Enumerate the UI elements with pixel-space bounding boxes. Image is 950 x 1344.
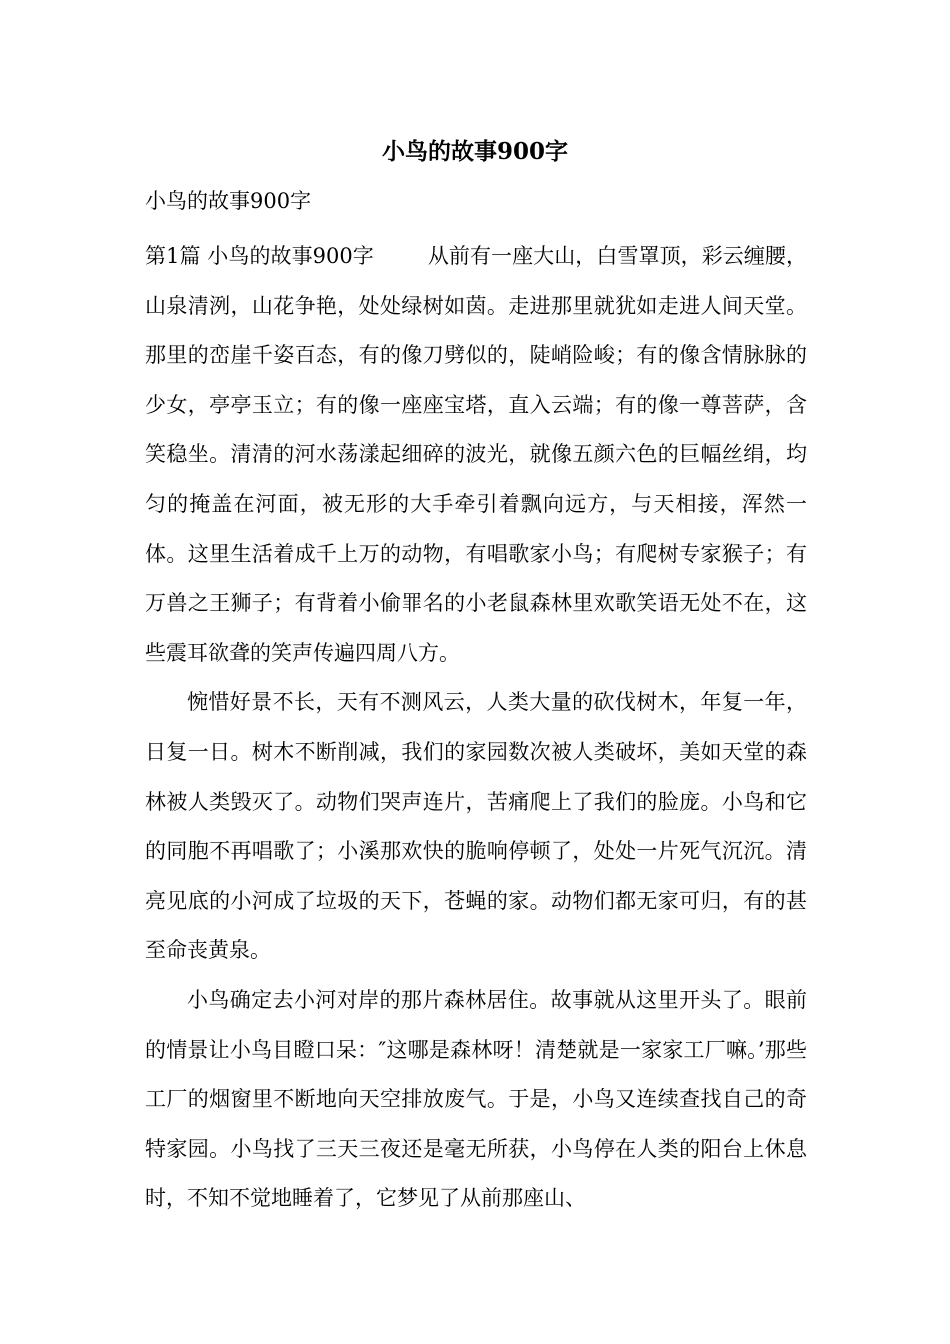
- chapter-label: 第1篇 小鸟的故事900字: [145, 244, 374, 268]
- paragraph-2: 惋惜好景不长，天有不测风云，人类大量的砍伐树木，年复一年，日复一日。树木不断削减，我们的家园数次被人类破坏，美如天堂的森林被人类毁灭了。动物们哭声连片，苦痛爬上了我们的脸庞。小鸟和它的同胞不再唱歌了；小溪那欢快的脆响停顿了，处处一片死气沉沉。清亮见底的小河成了垃圾的天下，苍蝇的家。动物们都无家可归，有的甚至命丧黄泉。: [145, 690, 807, 963]
- document-title: 小鸟的故事900字: [381, 138, 568, 165]
- document-body: [145, 232, 807, 1224]
- paragraph-1-text: 从前有一座大山，白雪罩顶，彩云缠腰，山泉清洌，山花争艳，处处绿树如茵。走进那里就犹如走进人间天堂。那里的峦崖千姿百态，有的像刀劈似的，陡峭险峻；有的像含情脉脉的少女，亭亭玉立；有的像一座座宝塔，直入云端；有的像一尊菩萨，含笑稳坐。清清的河水荡漾起细碎的波光，就像五颜六色的巨幅丝绢，均匀的掩盖在河面，被无形的大手牵引着飘向远方，与天相接，浑然一体。这里生活着成千上万的动物，有唱歌家小鸟；有爬树专家猴子；有万兽之王狮子；有背着小偷罪名的小老鼠森林里欢歌笑语无处不在，这些震耳欲聋的笑声传遍四周八方。: [145, 244, 807, 665]
- paragraph-3: 小鸟确定去小河对岸的那片森林居住。故事就从这里开头了。眼前的情景让小鸟目瞪口呆：″这哪是森林呀！清楚就是一家家工厂嘛。’那些工厂的烟窗里不断地向天空排放废气。于是，小鸟又连续查找自己的奇特家园。小鸟找了三天三夜还是毫无所获，小鸟停在人类的阳台上休息时，不知不觉地睡着了，它梦见了从前那座山、: [145, 987, 807, 1211]
- paragraph-1: [145, 232, 807, 678]
- document-subtitle: 小鸟的故事900字: [145, 189, 312, 213]
